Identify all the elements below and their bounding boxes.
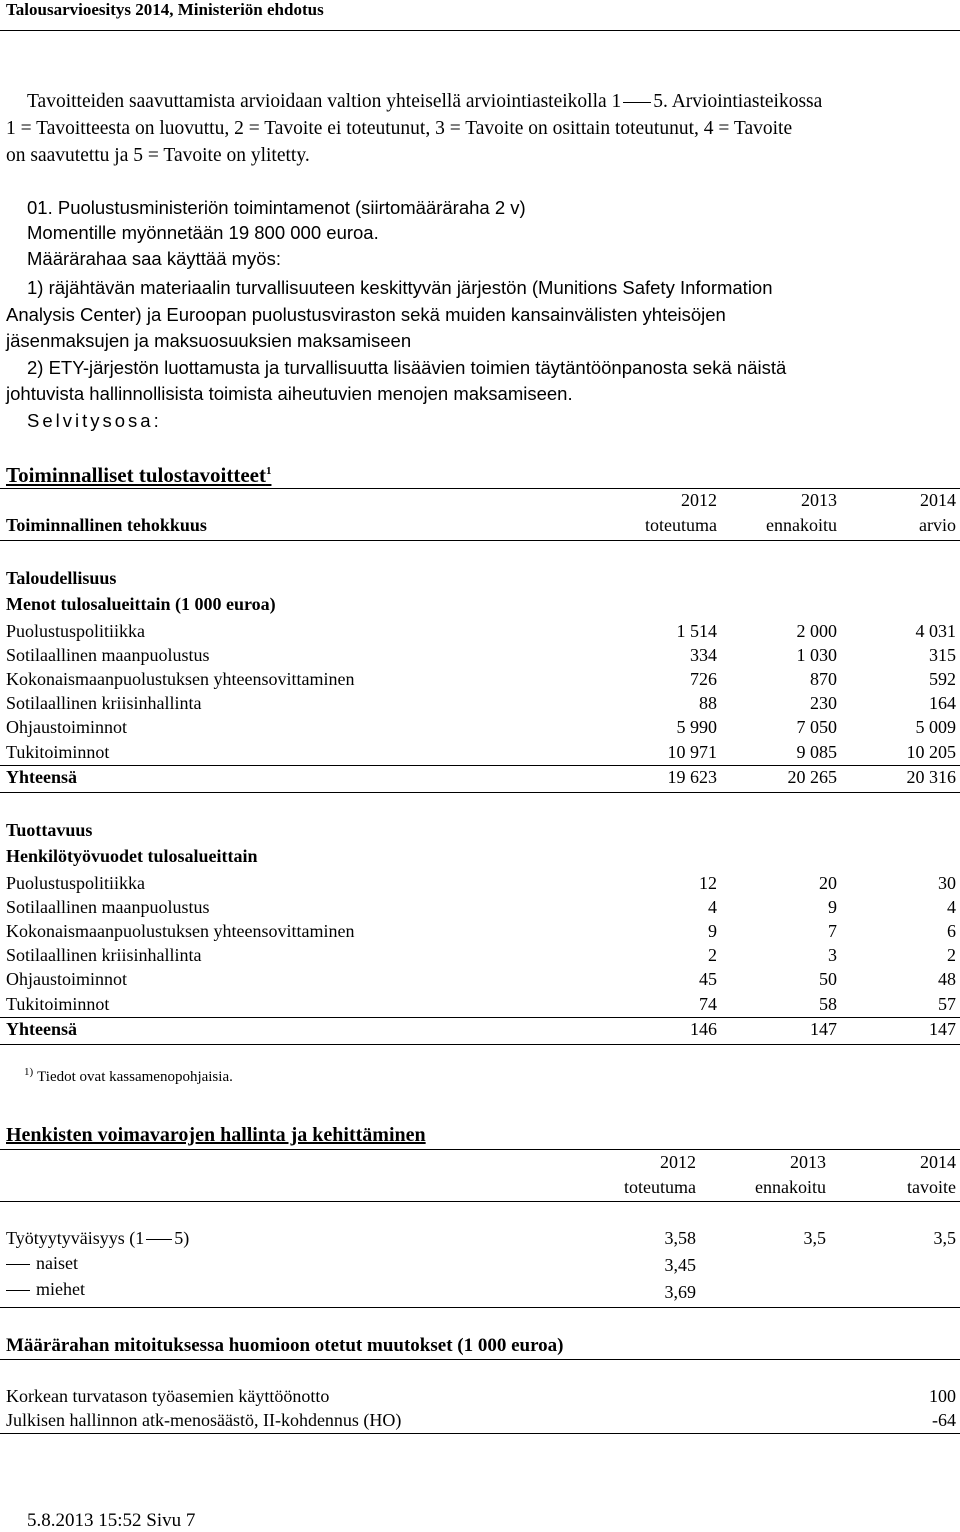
satisfaction-value: 3,5 bbox=[803, 1228, 826, 1248]
hr-rule-top bbox=[0, 1149, 960, 1150]
productivity-subheading: Henkilötyövuodet tulosalueittain bbox=[6, 846, 258, 866]
productivity-row-value: 12 bbox=[699, 873, 717, 893]
intro-line-1 bbox=[27, 89, 822, 115]
productivity-total-rule bbox=[0, 1017, 960, 1018]
header-rule bbox=[0, 30, 960, 31]
economy-row-label: Ohjaustoiminnot bbox=[6, 717, 127, 737]
productivity-row-value: 3 bbox=[828, 945, 837, 965]
economy-row-value: 230 bbox=[810, 693, 837, 713]
economy-row-value: 164 bbox=[929, 693, 956, 713]
changes-row-label: Korkean turvatason työasemien käyttöönotto bbox=[6, 1386, 330, 1406]
economy-row-value: 2 000 bbox=[796, 621, 837, 641]
economy-row-label: Kokonaismaanpuolustuksen yhteensovittaminen bbox=[6, 669, 355, 689]
dash-glyph bbox=[6, 1264, 30, 1265]
hr-rule-bottom bbox=[0, 1307, 960, 1308]
economy-row-value: 7 050 bbox=[796, 717, 837, 737]
economy-row-value: 5 990 bbox=[676, 717, 717, 737]
productivity-bottom-rule bbox=[0, 1044, 960, 1045]
hr-col-year: 2013 bbox=[790, 1152, 826, 1172]
intro-text-b: 5. Arviointiasteikossa bbox=[653, 91, 823, 112]
productivity-row-value: 7 bbox=[828, 921, 837, 941]
moment-line-2: Määrärahaa saa käyttää myös: bbox=[27, 248, 281, 269]
economy-row-value: 10 205 bbox=[906, 742, 956, 762]
moment-line-4: Analysis Center) ja Euroopan puolustusviraston sekä muiden kansainvälisten yhteisöjen bbox=[6, 304, 726, 325]
footnote bbox=[24, 1068, 233, 1086]
productivity-total-value: 147 bbox=[929, 1019, 956, 1039]
men-label-text: miehet bbox=[36, 1279, 85, 1299]
productivity-row-value: 45 bbox=[699, 969, 717, 989]
col-year-2013: 2013 bbox=[801, 490, 837, 510]
productivity-row-value: 20 bbox=[819, 873, 837, 893]
productivity-row-value: 4 bbox=[947, 897, 956, 917]
satisfaction-value: 3,5 bbox=[933, 1228, 956, 1248]
hr-col-type: ennakoitu bbox=[755, 1177, 826, 1197]
page-footer: 5.8.2013 15:52 Sivu 7 bbox=[27, 1510, 196, 1531]
economy-total-rule bbox=[0, 765, 960, 766]
productivity-row-value: 2 bbox=[708, 945, 717, 965]
economy-row-label: Sotilaallinen kriisinhallinta bbox=[6, 693, 202, 713]
productivity-row-value: 74 bbox=[699, 994, 717, 1014]
col-type-1: toteutuma bbox=[645, 515, 717, 535]
col-year-2014: 2014 bbox=[920, 490, 956, 510]
economy-subheading: Menot tulosalueittain (1 000 euroa) bbox=[6, 594, 276, 614]
col-type-2: ennakoitu bbox=[766, 515, 837, 535]
women-value: 3,45 bbox=[664, 1255, 696, 1275]
changes-rule-bottom bbox=[0, 1433, 960, 1434]
men-value: 3,69 bbox=[664, 1282, 696, 1302]
economy-row-value: 88 bbox=[699, 693, 717, 713]
economy-row-label: Sotilaallinen maanpuolustus bbox=[6, 645, 210, 665]
satisfaction-value: 3,58 bbox=[664, 1228, 696, 1248]
hr-rule-header bbox=[0, 1201, 960, 1202]
productivity-row-label: Ohjaustoiminnot bbox=[6, 969, 127, 989]
women-label bbox=[6, 1253, 78, 1274]
productivity-row-value: 9 bbox=[828, 897, 837, 917]
hr-heading: Henkisten voimavarojen hallinta ja kehittäminen bbox=[6, 1124, 426, 1146]
productivity-row-value: 6 bbox=[947, 921, 956, 941]
changes-row-value: -64 bbox=[932, 1410, 956, 1430]
intro-line-3: on saavutettu ja 5 = Tavoite on ylitetty. bbox=[6, 145, 310, 166]
productivity-row-value: 2 bbox=[947, 945, 956, 965]
document-header: Talousarvioesitys 2014, Ministeriön ehdotus bbox=[6, 0, 324, 19]
productivity-row-value: 30 bbox=[938, 873, 956, 893]
selvitysosa-label: Selvitysosa: bbox=[27, 410, 162, 431]
economy-row-value: 1 030 bbox=[796, 645, 837, 665]
productivity-row-value: 4 bbox=[708, 897, 717, 917]
table-label: Toiminnallinen tehokkuus bbox=[6, 515, 207, 535]
productivity-row-label: Tukitoiminnot bbox=[6, 994, 110, 1014]
economy-total-value: 19 623 bbox=[667, 767, 717, 787]
hr-col-type: toteutuma bbox=[624, 1177, 696, 1197]
dash-glyph bbox=[146, 1239, 172, 1240]
satisfaction-label bbox=[6, 1228, 189, 1249]
hr-col-type: tavoite bbox=[907, 1177, 956, 1197]
economy-row-label: Puolustuspolitiikka bbox=[6, 621, 146, 641]
economy-row-value: 10 971 bbox=[667, 742, 717, 762]
productivity-row-value: 9 bbox=[708, 921, 717, 941]
economy-total-value: 20 265 bbox=[787, 767, 837, 787]
satisfaction-label-b: 5) bbox=[174, 1228, 190, 1248]
moment-line-6: 2) ETY-järjestön luottamusta ja turvallisuutta lisäävien toimien täytäntöönpanosta sekä näistä bbox=[27, 357, 787, 378]
productivity-row-value: 57 bbox=[938, 994, 956, 1014]
economy-row-value: 315 bbox=[929, 645, 956, 665]
dash-glyph bbox=[6, 1290, 30, 1291]
footnote-mark: 1) bbox=[24, 1066, 34, 1078]
moment-line-7: johtuvista hallinnollisista toimista aiheutuvien menojen maksamiseen. bbox=[6, 383, 573, 404]
economy-row-value: 334 bbox=[690, 645, 717, 665]
targets-heading-sup: 1 bbox=[265, 465, 272, 477]
productivity-total-value: 146 bbox=[690, 1019, 717, 1039]
productivity-row-value: 58 bbox=[819, 994, 837, 1014]
economy-row-label: Tukitoiminnot bbox=[6, 742, 110, 762]
changes-rule-top bbox=[0, 1359, 960, 1360]
productivity-row-value: 48 bbox=[938, 969, 956, 989]
productivity-row-label: Sotilaallinen kriisinhallinta bbox=[6, 945, 202, 965]
productivity-total-value: 147 bbox=[810, 1019, 837, 1039]
economy-bottom-rule bbox=[0, 792, 960, 793]
intro-line-2: 1 = Tavoitteesta on luovuttu, 2 = Tavoite ei toteutunut, 3 = Tavoite on osittain toteutunut, 4 = Tavoite bbox=[6, 118, 793, 139]
changes-heading: Määrärahan mitoituksessa huomioon otetut muutokset (1 000 euroa) bbox=[6, 1335, 564, 1356]
productivity-row-label: Kokonaismaanpuolustuksen yhteensovittaminen bbox=[6, 921, 355, 941]
col-year-2012: 2012 bbox=[681, 490, 717, 510]
moment-line-5: jäsenmaksujen ja maksuosuuksien maksamiseen bbox=[6, 330, 412, 351]
women-label-text: naiset bbox=[36, 1253, 78, 1273]
changes-row-value: 100 bbox=[929, 1386, 956, 1406]
productivity-heading: Tuottavuus bbox=[6, 820, 93, 840]
economy-total-label: Yhteensä bbox=[6, 767, 77, 787]
economy-row-value: 5 009 bbox=[915, 717, 956, 737]
moment-title: 01. Puolustusministeriön toimintamenot (siirtomääräraha 2 v) bbox=[27, 197, 526, 218]
targets-heading-text: Toiminnalliset tulostavoitteet bbox=[6, 463, 266, 487]
economy-row-value: 1 514 bbox=[676, 621, 717, 641]
economy-total-value: 20 316 bbox=[906, 767, 956, 787]
dash-glyph bbox=[623, 102, 651, 103]
productivity-row-value: 50 bbox=[819, 969, 837, 989]
productivity-total-label: Yhteensä bbox=[6, 1019, 77, 1039]
footnote-text: Tiedot ovat kassamenopohjaisia. bbox=[37, 1069, 233, 1085]
targets-heading bbox=[6, 463, 271, 488]
economy-row-value: 592 bbox=[929, 669, 956, 689]
col-type-3: arvio bbox=[919, 515, 956, 535]
economy-row-value: 870 bbox=[810, 669, 837, 689]
hr-col-year: 2012 bbox=[660, 1152, 696, 1172]
intro-text-a: Tavoitteiden saavuttamista arvioidaan valtion yhteisellä arviointiasteikolla 1 bbox=[27, 91, 622, 112]
economy-heading: Taloudellisuus bbox=[6, 568, 117, 588]
changes-row-label: Julkisen hallinnon atk-menosäästö, II-kohdennus (HO) bbox=[6, 1410, 402, 1430]
hr-col-year: 2014 bbox=[920, 1152, 956, 1172]
moment-line-3: 1) räjähtävän materiaalin turvallisuuteen keskittyvän järjestön (Munitions Safety Information bbox=[27, 277, 773, 298]
economy-row-value: 726 bbox=[690, 669, 717, 689]
moment-line-1: Momentille myönnetään 19 800 000 euroa. bbox=[27, 222, 379, 243]
economy-row-value: 4 031 bbox=[915, 621, 956, 641]
satisfaction-label-a: Työtyytyväisyys (1 bbox=[6, 1228, 145, 1248]
productivity-row-label: Puolustuspolitiikka bbox=[6, 873, 146, 893]
targets-rule-top bbox=[0, 488, 960, 489]
productivity-row-label: Sotilaallinen maanpuolustus bbox=[6, 897, 210, 917]
targets-rule-header bbox=[0, 540, 960, 541]
economy-row-value: 9 085 bbox=[796, 742, 837, 762]
men-label bbox=[6, 1279, 85, 1300]
